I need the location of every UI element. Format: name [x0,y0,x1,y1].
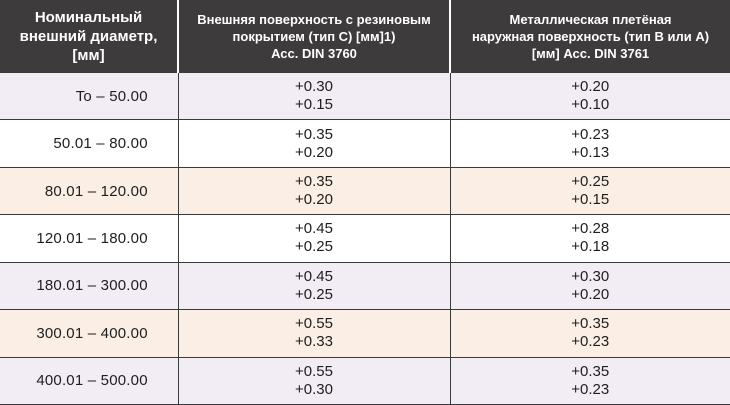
braided-tolerance-cell [450,310,730,357]
table-row [0,120,730,167]
rubber-tolerance-cell [178,73,450,120]
braided-tolerance-cell [450,167,730,214]
braided-tolerance-lower: +0.23 [571,333,610,351]
diameter-range-cell [0,357,178,404]
diameter-range: 300.01 – 400.00 [36,324,148,342]
diameter-range-cell [0,262,178,309]
rubber-tolerance-cell [178,120,450,167]
braided-tolerance-upper: +0.23 [571,125,610,143]
table-row [0,215,730,262]
diameter-range: 50.01 – 80.00 [53,135,148,153]
table-row [0,73,730,120]
rubber-tolerance-upper: +0.45 [295,220,333,238]
rubber-tolerance-lower: +0.30 [295,380,333,398]
header-nominal-diameter [0,0,178,73]
diameter-range: 400.01 – 500.00 [36,372,148,390]
header-line: [мм] Асс. DIN 3761 [531,45,650,61]
rubber-tolerance-lower: +0.20 [295,143,333,161]
header-rubber-coated [178,0,450,73]
rubber-tolerance-lower: +0.25 [295,285,333,303]
rubber-tolerance-lower: +0.15 [295,96,333,114]
rubber-tolerance-upper: +0.55 [295,315,333,333]
table-row [0,167,730,214]
diameter-range: To – 50.00 [75,87,148,105]
diameter-range: 180.01 – 300.00 [36,277,148,295]
diameter-range-cell [0,120,178,167]
table-row [0,357,730,404]
diameter-range: 80.01 – 120.00 [44,182,148,200]
braided-tolerance-lower: +0.15 [571,191,610,209]
rubber-tolerance-upper: +0.35 [295,125,333,143]
diameter-range-cell [0,215,178,262]
diameter-range-cell [0,310,178,357]
header-line: внешний диаметр, [19,27,158,45]
braided-tolerance-upper: +0.28 [571,220,610,238]
table-row [0,262,730,309]
rubber-tolerance-cell [178,262,450,309]
rubber-tolerance-lower: +0.25 [295,238,333,256]
braided-tolerance-upper: +0.35 [571,362,610,380]
rubber-tolerance-upper: +0.30 [295,78,333,96]
braided-tolerance-cell [450,357,730,404]
header-line: Номинальный [34,8,143,26]
braided-tolerance-cell [450,73,730,120]
diameter-range: 120.01 – 180.00 [36,229,148,247]
braided-tolerance-lower: +0.23 [571,380,610,398]
header-line: Металлическая плетёная [509,11,672,27]
table-header-row [0,0,730,73]
rubber-tolerance-upper: +0.55 [295,362,333,380]
braided-tolerance-cell [450,215,730,262]
header-line: покрытием (тип С) [мм]1) [232,28,396,44]
rubber-tolerance-upper: +0.45 [295,267,333,285]
braided-tolerance-cell [450,120,730,167]
header-line: Внешняя поверхность с резиновым [197,11,431,27]
rubber-tolerance-lower: +0.20 [295,191,333,209]
diameter-range-cell [0,167,178,214]
header-metal-braided [450,0,730,73]
braided-tolerance-upper: +0.35 [571,315,610,333]
braided-tolerance-upper: +0.30 [571,267,610,285]
diameter-range-cell [0,73,178,120]
table-row [0,310,730,357]
braided-tolerance-cell [450,262,730,309]
header-line: Асс. DIN 3760 [271,45,357,61]
rubber-tolerance-cell [178,310,450,357]
table-body [0,73,730,405]
braided-tolerance-upper: +0.20 [571,78,610,96]
rubber-tolerance-cell [178,167,450,214]
braided-tolerance-lower: +0.13 [571,143,610,161]
braided-tolerance-upper: +0.25 [571,173,610,191]
header-line: [мм] [72,46,105,64]
braided-tolerance-lower: +0.18 [571,238,610,256]
rubber-tolerance-cell [178,215,450,262]
rubber-tolerance-cell [178,357,450,404]
braided-tolerance-lower: +0.10 [571,96,610,114]
header-line: наружная поверхность (тип В или А) [471,28,710,44]
rubber-tolerance-lower: +0.33 [295,333,333,351]
rubber-tolerance-upper: +0.35 [295,173,333,191]
braided-tolerance-lower: +0.20 [571,285,610,303]
